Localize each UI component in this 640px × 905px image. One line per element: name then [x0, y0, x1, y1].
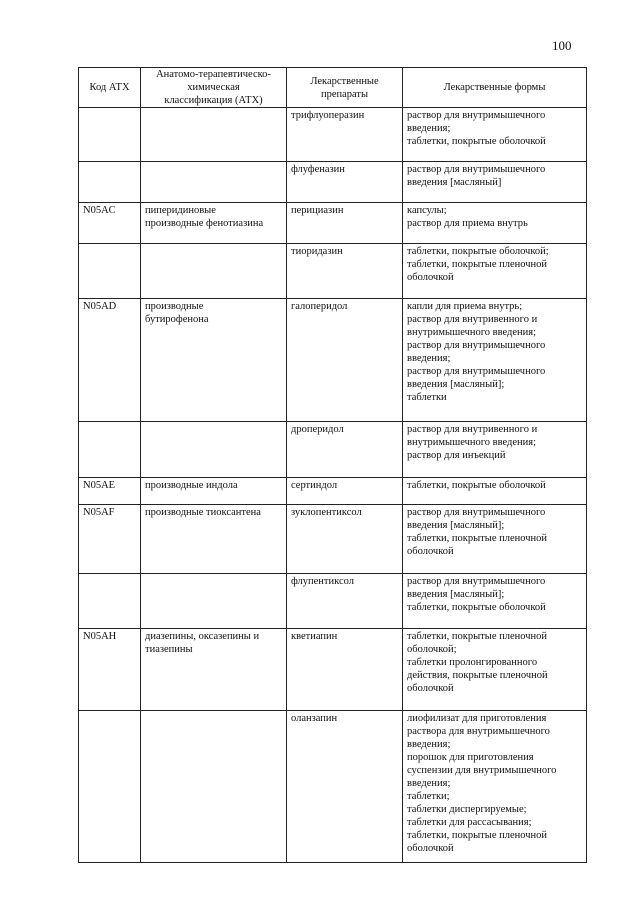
cell-classification — [141, 711, 287, 863]
cell-forms: раствор для внутримышечного введения [масляный]; таблетки, покрытые оболочкой — [403, 574, 587, 629]
cell-code: N05AE — [79, 478, 141, 505]
table-row — [79, 629, 587, 711]
cell-code: N05AD — [79, 299, 141, 422]
cell-forms: раствор для внутримышечного введения; таблетки, покрытые оболочкой — [403, 108, 587, 162]
cell-forms: раствор для внутримышечного введения [масляный]; таблетки, покрытые пленочной оболочкой — [403, 505, 587, 574]
table-row — [79, 162, 587, 203]
cell-code — [79, 108, 141, 162]
cell-code: N05AC — [79, 203, 141, 244]
cell-classification: производные бутирофенона — [141, 299, 287, 422]
cell-code — [79, 574, 141, 629]
header-atx-classification: Анатомо-терапевтическо- химическая классификация (АТХ) — [141, 68, 287, 108]
cell-code — [79, 422, 141, 478]
cell-classification — [141, 422, 287, 478]
table-row — [79, 478, 587, 505]
cell-drug: перициазин — [287, 203, 403, 244]
header-atx-code: Код АТХ — [79, 68, 141, 108]
table-header-row — [79, 68, 587, 108]
cell-drug: тиоридазин — [287, 244, 403, 299]
cell-drug: флупентиксол — [287, 574, 403, 629]
table-row — [79, 244, 587, 299]
cell-code — [79, 711, 141, 863]
cell-classification — [141, 574, 287, 629]
table-row — [79, 203, 587, 244]
table-row — [79, 574, 587, 629]
header-dosage-forms: Лекарственные формы — [403, 68, 587, 108]
header-drugs: Лекарственные препараты — [287, 68, 403, 108]
table-row — [79, 299, 587, 422]
cell-code: N05AF — [79, 505, 141, 574]
cell-classification: производные индола — [141, 478, 287, 505]
cell-drug: галоперидол — [287, 299, 403, 422]
cell-drug: дроперидол — [287, 422, 403, 478]
table-row — [79, 422, 587, 478]
cell-forms: раствор для внутримышечного введения [масляный] — [403, 162, 587, 203]
cell-drug: кветиапин — [287, 629, 403, 711]
cell-forms: капли для приема внутрь; раствор для внутривенного и внутримышечного введения; раствор для внутримышечного введения; раствор для внутримышечного введения [масляный]; таблетки — [403, 299, 587, 422]
cell-classification: диазепины, оксазепины и тиазепины — [141, 629, 287, 711]
cell-code — [79, 244, 141, 299]
cell-forms: раствор для внутривенного и внутримышечного введения; раствор для инъекций — [403, 422, 587, 478]
cell-drug: сертиндол — [287, 478, 403, 505]
cell-forms: таблетки, покрытые оболочкой; таблетки, покрытые пленочной оболочкой — [403, 244, 587, 299]
cell-forms: таблетки, покрытые пленочной оболочкой; таблетки пролонгированного действия, покрытые пленочной оболочкой — [403, 629, 587, 711]
cell-code: N05AH — [79, 629, 141, 711]
cell-classification: пиперидиновые производные фенотиазина — [141, 203, 287, 244]
atx-drug-table — [78, 67, 587, 863]
cell-forms: капсулы; раствор для приема внутрь — [403, 203, 587, 244]
table-row — [79, 711, 587, 863]
cell-drug: оланзапин — [287, 711, 403, 863]
cell-drug: зуклопентиксол — [287, 505, 403, 574]
cell-forms: таблетки, покрытые оболочкой — [403, 478, 587, 505]
table-row — [79, 505, 587, 574]
cell-code — [79, 162, 141, 203]
cell-forms: лиофилизат для приготовления раствора для внутримышечного введения; порошок для приготовления суспензии для внутримышечного введения; таблетки; таблетки диспергируемые; таблетки для рассасывания; таблетки, покрытые пленочной оболочкой — [403, 711, 587, 863]
table-row — [79, 108, 587, 162]
cell-classification — [141, 244, 287, 299]
cell-classification: производные тиоксантена — [141, 505, 287, 574]
page-number: 100 — [552, 38, 572, 53]
cell-classification — [141, 162, 287, 203]
cell-drug: трифлуоперазин — [287, 108, 403, 162]
cell-classification — [141, 108, 287, 162]
cell-drug: флуфеназин — [287, 162, 403, 203]
